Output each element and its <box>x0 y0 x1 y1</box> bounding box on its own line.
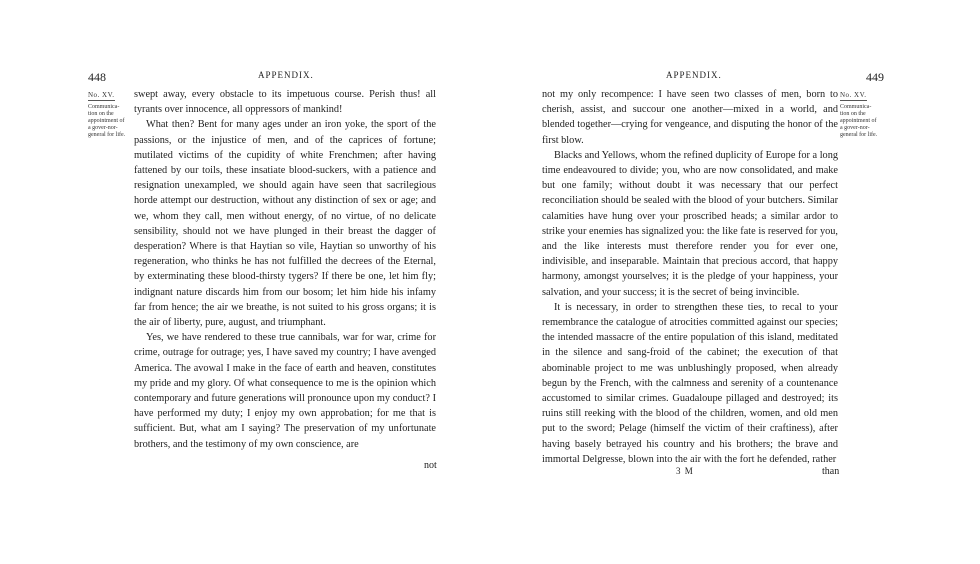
body-text <box>134 87 436 452</box>
paragraph: What then? Bent for many ages under an iron yoke, the sport of the passions, or the injustice of men, and of the caprices of fortune; mutilated victims of the cupidity of white Frenchmen; after having fattened by our toils, these insatiate blood-suckers, with a patience and resignation unexampled, we should again have seen that sacrilegious horde attempt our destruction, without any distinction of sex or age; and we, whom they call, men without energy, of no virtue, of no delicate sensibility, should not we have plunged in their breast the dagger of desperation? Where is that Haytian so vile, Haytian so unworthy of his regeneration, who thinks he has not fulfilled the decrees of the Eternal, by exterminating these blood-thirsty tygers? If there be one, let him fly; indignant nature discards him from our bosom; let him hide his infamy far from hence; the air we breathe, is not suited to his gross organs; it is the air of liberty, pure, august, and triumphant. <box>134 119 436 329</box>
paragraph: Yes, we have rendered to these true cannibals, war for war, crime for crime, outrage for outrage; yes, I have saved my country; I have avenged America. The avowal I make in the face of earth and heaven, constitutes my pride and my glory. Of what consequence to me is the opinion which contemporary and future generations will pronounce upon my conduct? I have performed my duty; I enjoy my own approbation; for me that is sufficient. But, what am I saying? The preservation of my unfortunate brothers, and the testimony of my own conscience, are <box>134 332 436 450</box>
margin-note-title: No. XV. <box>88 91 115 99</box>
catchword: than <box>822 466 840 477</box>
body-text <box>542 87 838 467</box>
paragraph: It is necessary, in order to strengthen these ties, to recal to your remembrance the catalogue of atrocities committed against our species; the intended massacre of the entire population of this island, meditated in the silence and sang-froid of the cabinet; the execution of that abominable project to me was unblushingly proposed, when already begun by the French, with the calmness and serenity of a countenance accustomed to similar crimes. Guadaloupe pillaged and destroyed; its ruins still reeking with the blood of the children, women, and old men put to the sword; Pelage (himself the victim of their craftiness), after having basely betrayed his country and his brothers; the brave and immortal Delgresse, blown into the air with the fort he defended, rather <box>542 301 838 465</box>
margin-note <box>840 92 880 139</box>
margin-note <box>88 92 128 139</box>
catchword: not <box>424 460 437 471</box>
margin-note-text: Communica-tion on the appointment of a gover-nor-general for life. <box>88 104 126 138</box>
page-number: 448 <box>88 70 106 84</box>
paragraph: swept away, every obstacle to its impetuous course. Perish thus! all tyrants over innocence, all oppressors of mankind! <box>134 89 436 116</box>
margin-note-title: No. XV. <box>840 91 867 99</box>
paragraph: not my only recompence: I have seen two classes of men, born to cherish, assist, and succour one another—mixed in a world, and blended together—crying for vengeance, and disputing the honor of the first blow. <box>542 89 838 146</box>
signature-mark: 3 M <box>676 466 694 476</box>
margin-note-text: Communica-tion on the appointment of a gover-nor-general for life. <box>840 104 878 138</box>
running-head: APPENDIX. <box>258 70 314 80</box>
page-number: 449 <box>866 70 884 84</box>
running-head: APPENDIX. <box>666 70 722 80</box>
paragraph: Blacks and Yellows, whom the refined duplicity of Europe for a long time endeavoured to divide; you, who are now consolidated, and make but one family; without doubt it was necessary that our perfect reconciliation should be sealed with the blood of your butchers. Similar calamities have hung over your proscribed heads; a similar ardor to strike your enemies has signalized you: the like fate is reserved for you, and the like interests must therefore render you for ever one, indivisible, and inseparable. Maintain that precious accord, that happy harmony, amongst yourselves; it is the pledge of your happiness, your salvation, and your success; it is the secret of being invincible. <box>542 149 838 298</box>
right-page <box>490 0 980 564</box>
